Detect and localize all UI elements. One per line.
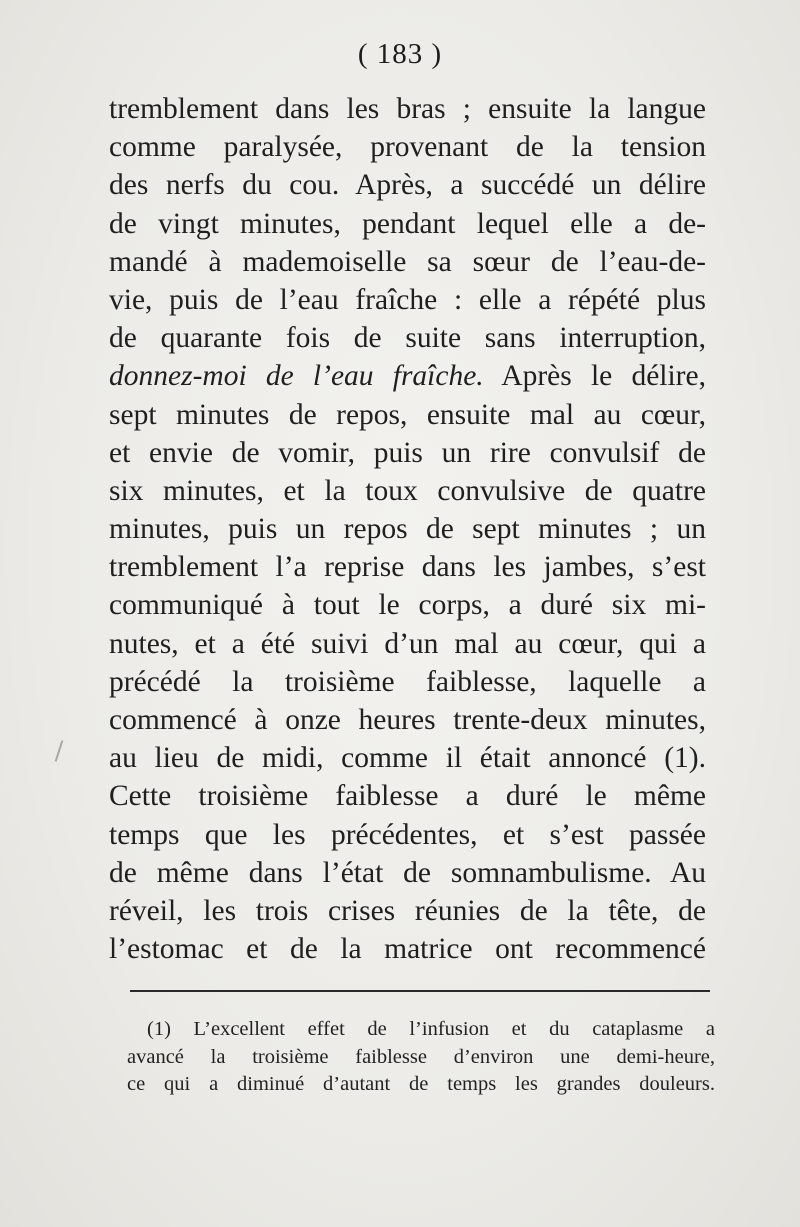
margin-mark bbox=[55, 740, 64, 762]
text-line-with-italic bbox=[109, 357, 706, 395]
text-line: temps que les précédentes, et s’est passée bbox=[109, 818, 706, 851]
text-line: réveil, les trois crises réunies de la tête, de bbox=[109, 894, 706, 927]
text-line: des nerfs du cou. Après, a succédé un délire bbox=[109, 169, 706, 202]
text-line: précédé la troisième faiblesse, laquelle a bbox=[109, 665, 706, 698]
text-line: Cette troisième faiblesse a duré le même bbox=[109, 780, 706, 813]
text-line: comme paralysée, provenant de la tension bbox=[109, 131, 706, 164]
text-line: commencé à onze heures trente-deux minutes, bbox=[109, 704, 706, 736]
text-line: nutes, et a été suivi d’un mal au cœur, qui a bbox=[109, 627, 706, 660]
text-line: mandé à mademoiselle sa sœur de l’eau-de- bbox=[109, 245, 706, 278]
text-line: de même dans l’état de somnambulisme. Au bbox=[109, 856, 706, 889]
text-line: six minutes, et la toux convulsive de quatre bbox=[109, 474, 706, 507]
body-text bbox=[109, 90, 706, 968]
footnote bbox=[127, 1016, 715, 1099]
text-line: au lieu de midi, comme il était annoncé (1). bbox=[109, 742, 706, 775]
text-line: et envie de vomir, puis un rire convulsif de bbox=[109, 436, 706, 469]
text-line: tremblement l’a reprise dans les jambes, s’est bbox=[109, 551, 706, 584]
footnote-rule bbox=[130, 990, 710, 992]
text-line: vie, puis de l’eau fraîche : elle a répété plus bbox=[109, 283, 706, 316]
italic-quote: donnez-moi de l’eau fraîche. bbox=[109, 360, 484, 393]
text-line: minutes, puis un repos de sept minutes ; un bbox=[109, 513, 706, 546]
page-number: ( 183 ) bbox=[357, 38, 443, 70]
text-line: de quarante fois de suite sans interruption, bbox=[109, 322, 706, 355]
text-line: communiqué à tout le corps, a duré six mi- bbox=[109, 589, 706, 622]
text-line: de vingt minutes, pendant lequel elle a de- bbox=[109, 207, 706, 240]
text-line-rest: Après le délire, bbox=[483, 360, 706, 393]
footnote-line: avancé la troisième faiblesse d’environ une demi-heure, bbox=[127, 1045, 715, 1068]
text-line: l’estomac et de la matrice ont recommencé bbox=[109, 933, 706, 966]
text-line: tremblement dans les bras ; ensuite la langue bbox=[109, 93, 706, 125]
text-line: sept minutes de repos, ensuite mal au cœur, bbox=[109, 398, 706, 431]
footnote-line: ce qui a diminué d’autant de temps les grandes douleurs. bbox=[127, 1073, 715, 1095]
footnote-line: (1) L’excellent effet de l’infusion et du cataplasme a bbox=[147, 1018, 715, 1040]
